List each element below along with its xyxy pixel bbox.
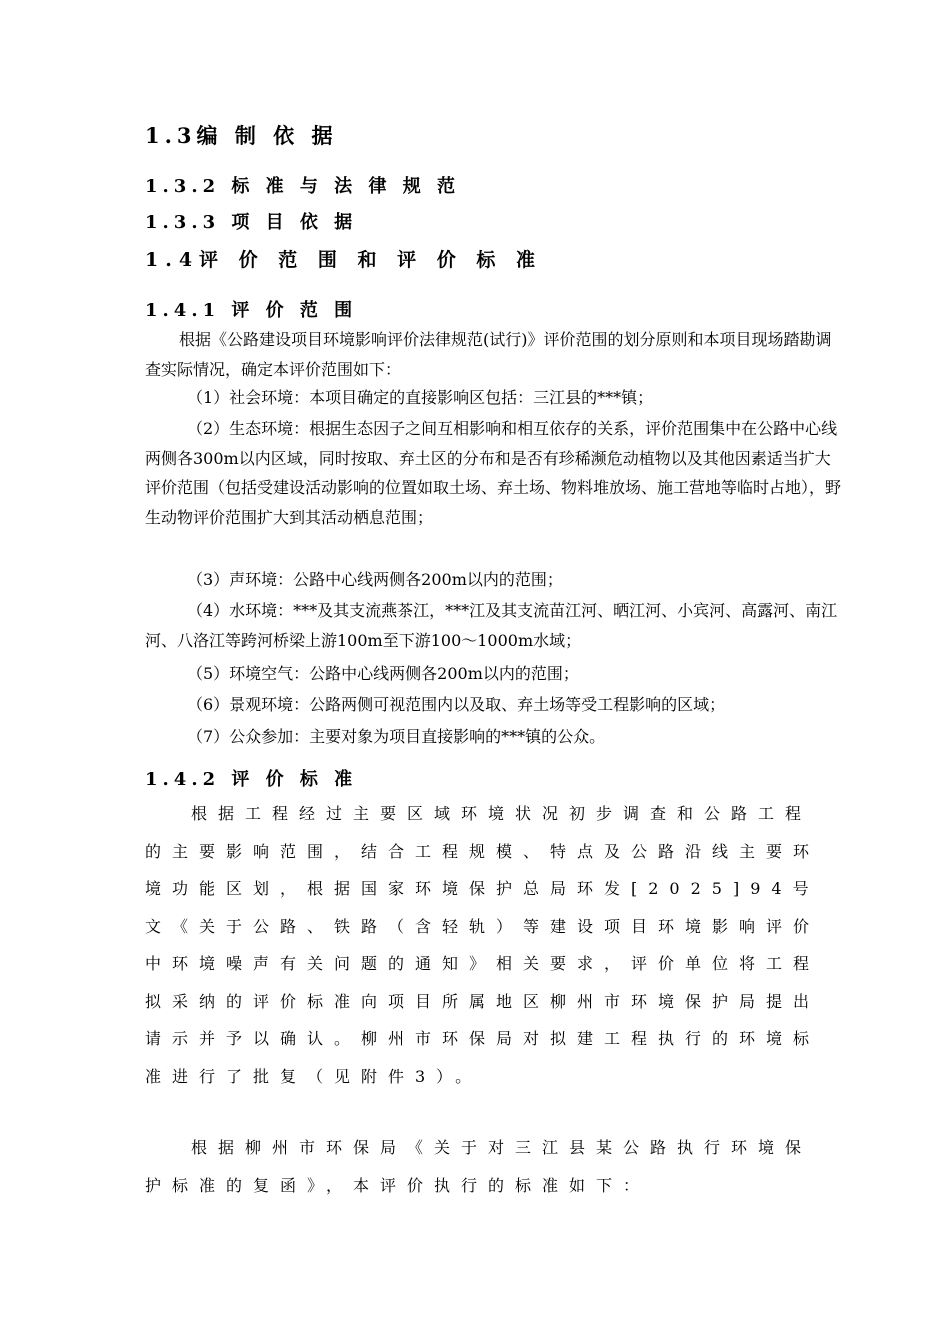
scope-item-ecology: （2）生态环境：根据生态因子之间互相影响和相互依存的关系，评价范围集中在公路中心线两侧各300m以内区域，同时按取、弃土区的分布和是否有珍稀濒危动植物以及其他因素适当扩大评价范围（包括受建设活动影响的位置如取土场、弃土场、物料堆放场、施工营地等临时占地），野生动物评价范围扩大到其活动栖息范围； <box>145 419 842 527</box>
heading-1-3: 1.3编 制 依 据 <box>145 123 338 148</box>
scope-item-noise: （3）声环境：公路中心线两侧各200m以内的范围； <box>187 570 563 589</box>
scope-item-landscape: （6）景观环境：公路两侧可视范围内以及取、弃土场等受工程影响的区域； <box>187 695 726 714</box>
heading-1-4: 1.4评 价 范 围 和 评 价 标 准 <box>145 249 542 271</box>
scope-item-social: （1）社会环境：本项目确定的直接影响区包括：三江县的***镇； <box>187 388 654 407</box>
intro-paragraph: 根据《公路建设项目环境影响评价法律规范(试行)》评价范围的划分原则和本项目现场踏勘调查实际情况，确定本评价范围如下： <box>145 330 832 379</box>
heading-1-3-2: 1.3.2 标 准 与 法 律 规 范 <box>145 176 460 197</box>
heading-1-4-2: 1.4.2 评 价 标 准 <box>145 769 358 790</box>
heading-1-3-3: 1.3.3 项 目 依 据 <box>145 212 358 233</box>
scope-item-air: （5）环境空气：公路中心线两侧各200m以内的范围； <box>187 664 579 683</box>
standards-reply-paragraph: 根据柳州市环保局《关于对三江县某公路执行环境保护标准的复函》，本评价执行的标准如下： <box>145 1138 813 1195</box>
heading-1-4-1: 1.4.1 评 价 范 围 <box>145 300 358 321</box>
standards-paragraph: 根据工程经过主要区域环境状况初步调查和公路工程的主要影响范围，结合工程规模、特点及公路沿线主要环境功能区划，根据国家环境保护总局环发[2025]94号文《关于公路、铁路（含轻轨）等建设项目环境影响评价中环境噪声有关问题的通知》相关要求，评价单位将工程拟采纳的评价标准向项目所属地区柳州市环境保护局提出请示并予以确认。柳州市环保局对拟建工程执行的环境标准进行了批复（见附件3）。 <box>145 804 821 1086</box>
scope-item-public: （7）公众参加：主要对象为项目直接影响的***镇的公众。 <box>187 727 606 746</box>
scope-item-water: （4）水环境：***及其支流燕茶江，***江及其支流苗江河、晒江河、小宾河、高露河、南江河、八洛江等跨河桥梁上游100m至下游100～1000m水域； <box>145 601 838 650</box>
